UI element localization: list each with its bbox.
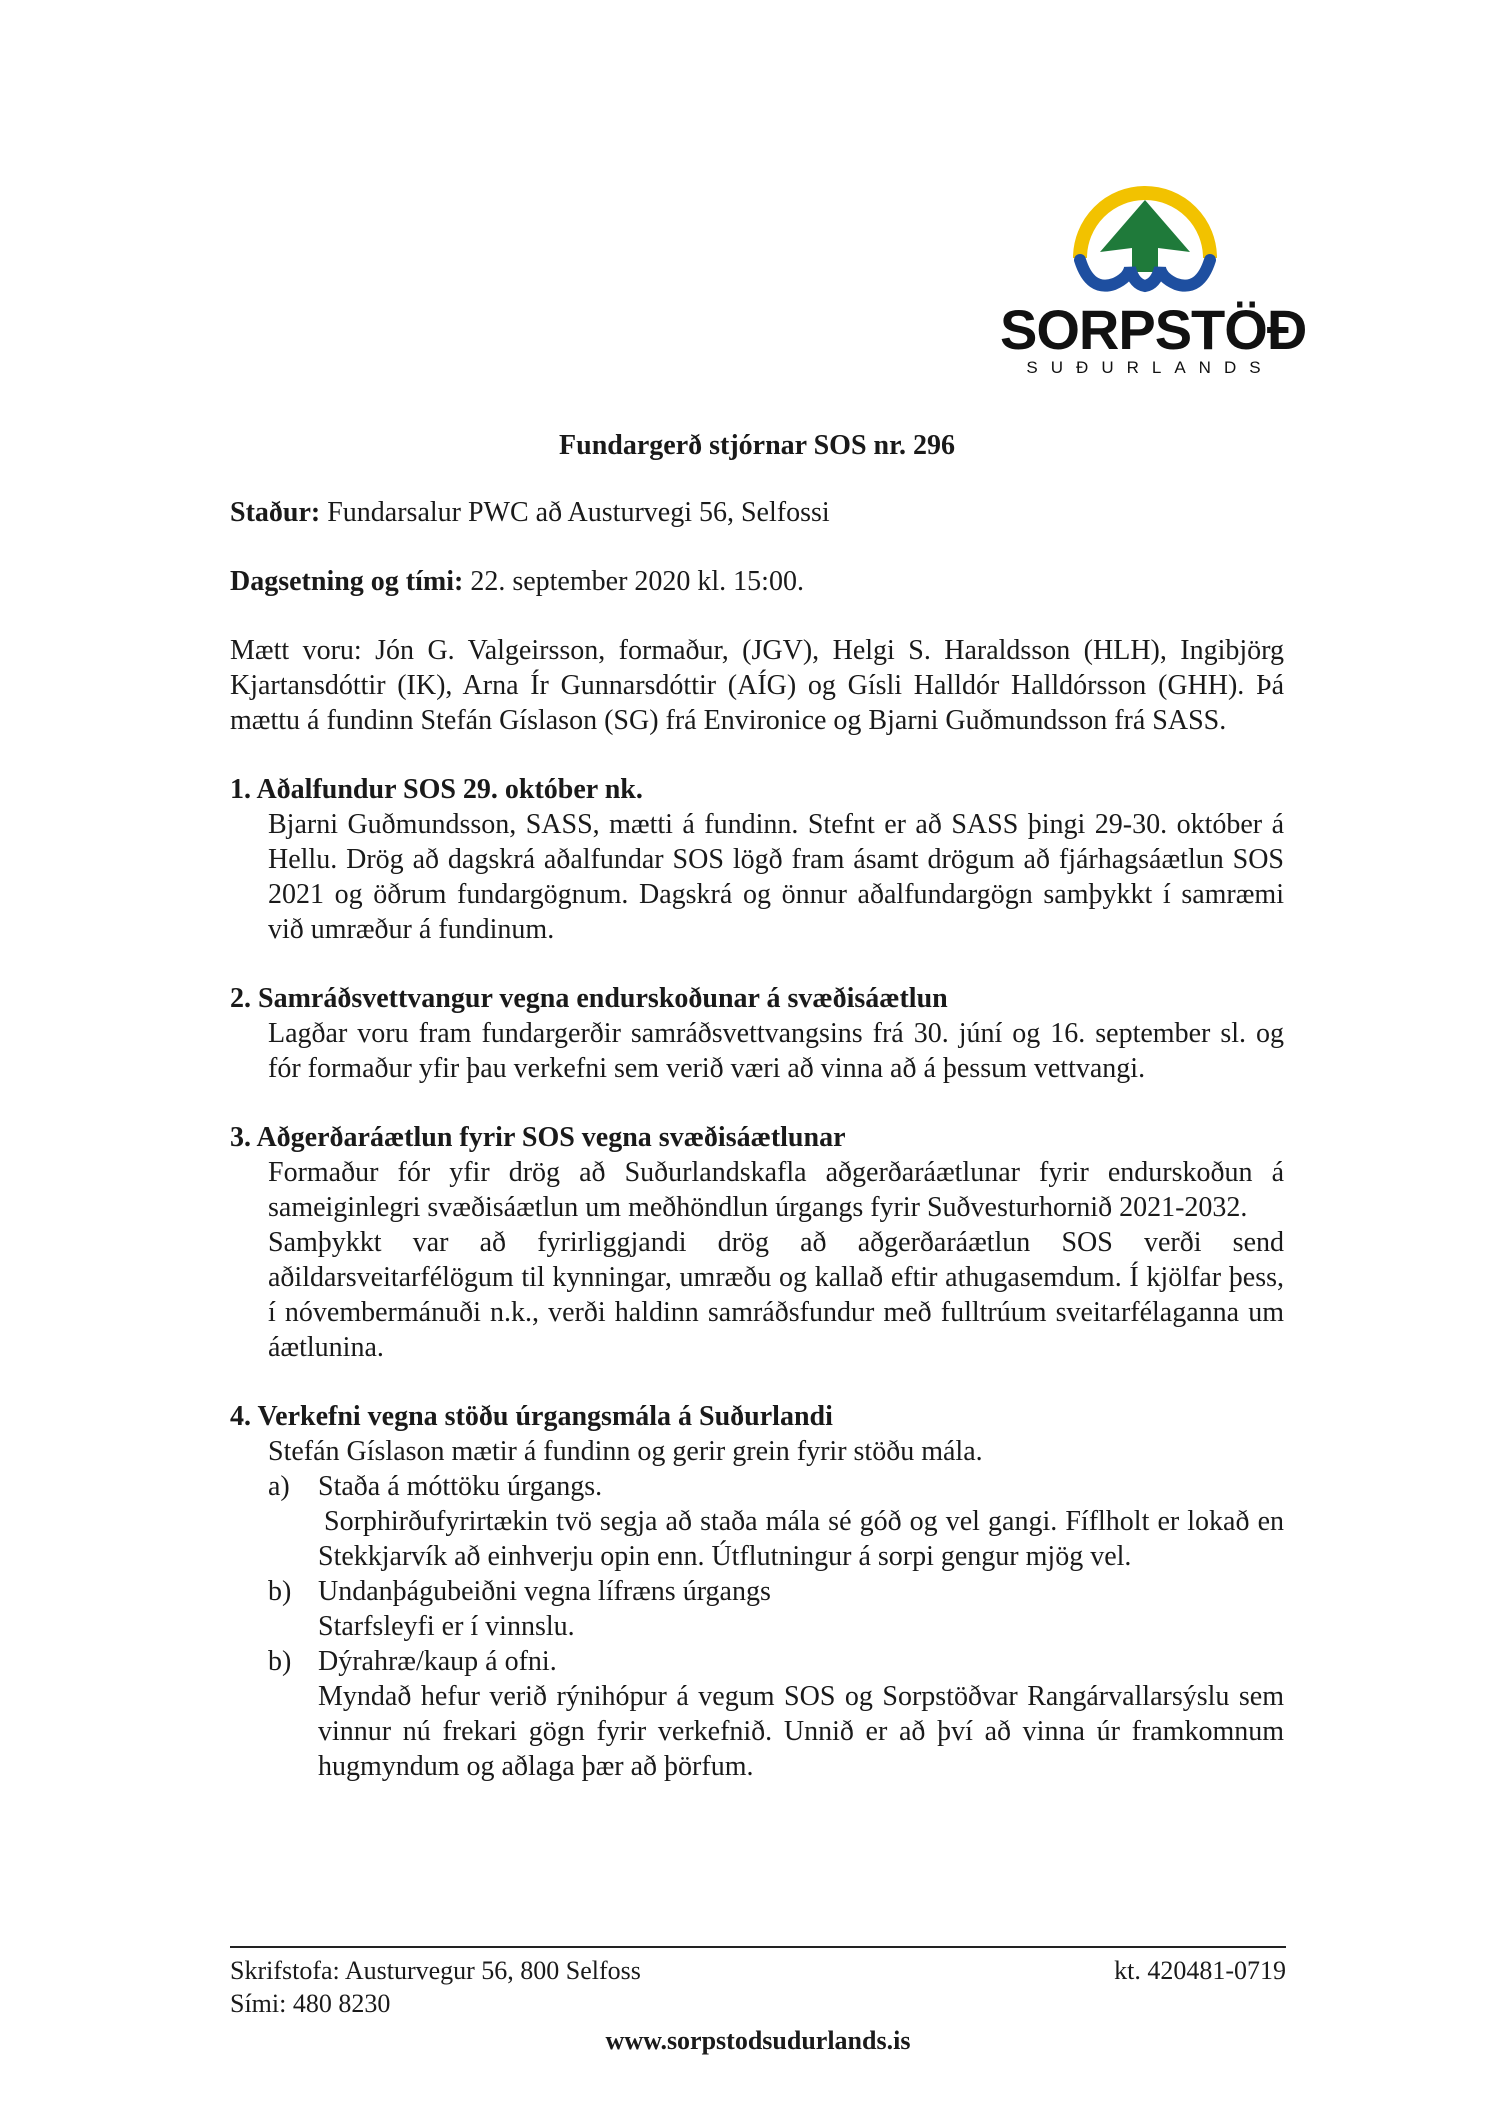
footer-phone: Sími: 480 8230 <box>230 1989 391 2018</box>
sub-item-c-text: Myndað hefur verið rýnihópur á vegum SOS og Sorpstöðvar Rangárvallarsýslu sem vinnur nú frekari gögn fyrir verkefnið. Unnið er að því að vinna úr framkomnum hugmyndum og aðlaga þær að þörfum. <box>318 1681 1284 1782</box>
datetime-label: Dagsetning og tími: <box>230 566 464 597</box>
footer-divider <box>230 1946 1286 1948</box>
sub-item-a <box>230 1469 1284 1504</box>
agenda-item-1-text: Bjarni Guðmundsson, SASS, mætti á fundinn. Stefnt er að SASS þingi 29-30. október á Hellu. Drög að dagskrá aðalfundar SOS lögð fram ásamt drögum að fjárhagsáætlun SOS 2021 og öðrum fundargögnum. Dagskrá og önnur aðalfundargögn samþykkt í samræmi við umræður á fundinum. <box>268 809 1284 945</box>
agenda-item-3 <box>230 1120 1284 1365</box>
agenda-item-1 <box>230 772 1284 947</box>
sub-item-c-title: Dýrahræ/kaup á ofni. <box>318 1646 557 1677</box>
sub-item-b-marker: b) <box>268 1576 292 1607</box>
footer-kt: kt. 420481-0719 <box>1114 1956 1286 1985</box>
footer-website-link[interactable]: www.sorpstodsudurlands.is <box>605 2026 911 2055</box>
sub-item-b <box>230 1574 1284 1609</box>
sub-item-a-marker: a) <box>268 1471 290 1502</box>
logo-subtitle: SUÐURLANDS <box>1026 358 1274 377</box>
place-value: Fundarsalur PWC að Austurvegi 56, Selfossi <box>327 497 830 528</box>
meeting-datetime <box>230 564 1284 599</box>
place-label: Staður: <box>230 497 321 528</box>
datetime-value: 22. september 2020 kl. 15:00. <box>470 566 804 597</box>
sub-item-a-text: Sorphirðufyrirtækin tvö segja að staða mála sé góð og vel gangi. Fíflholt er lokað en Stekkjarvík að einhverju opin enn. Útflutningur á sorpi gengur mjög vel. <box>318 1506 1284 1572</box>
sub-item-a-title: Staða á móttöku úrgangs. <box>318 1471 603 1502</box>
sub-item-c <box>230 1644 1284 1679</box>
footer <box>230 1954 1286 2055</box>
attendance-paragraph: Mætt voru: Jón G. Valgeirsson, formaður, (JGV), Helgi S. Haraldsson (HLH), Ingibjörg Kjartansdóttir (IK), Arna Ír Gunnarsdóttir (AÍG) og Gísli Halldór Halldórsson (GHH). Þá mættu á fundinn Stefán Gíslason (SG) frá Environice og Bjarni Guðmundsson frá SASS. <box>230 635 1284 736</box>
agenda-item-3-text-2: Samþykkt var að fyrirliggjandi drög að aðgerðaráætlun SOS verði send aðildarsveitarfélögum til kynningar, umræðu og kallað eftir athugasemdum. Í kjölfar þess, í nóvembermánuði n.k., verði haldinn samráðsfundur með fulltrúum sveitarfélaganna um áætlunina. <box>268 1227 1284 1363</box>
sub-item-b-text: Starfsleyfi er í vinnslu. <box>318 1611 575 1642</box>
logo-name: SORPSTÖÐ <box>1000 298 1307 361</box>
sub-item-c-marker: b) <box>268 1646 292 1677</box>
agenda-item-3-heading: 3. Aðgerðaráætlun fyrir SOS vegna svæðisáætlunar <box>230 1122 846 1153</box>
document-body <box>230 428 1284 1784</box>
sub-item-b-title: Undanþágubeiðni vegna lífræns úrgangs <box>318 1576 771 1607</box>
agenda-item-1-heading: 1. Aðalfundur SOS 29. október nk. <box>230 774 643 805</box>
agenda-item-2-text: Lagðar voru fram fundargerðir samráðsvettvangsins frá 30. júní og 16. september sl. og fór formaður yfir þau verkefni sem verið væri að vinna að á þessum vettvangi. <box>268 1018 1284 1084</box>
agenda-item-2 <box>230 981 1284 1086</box>
agenda-item-4 <box>230 1399 1284 1784</box>
agenda-item-2-heading: 2. Samráðsvettvangur vegna endurskoðunar á svæðisáætlun <box>230 983 948 1014</box>
logo <box>1000 180 1307 380</box>
logo-emblem-icon <box>1070 180 1220 302</box>
agenda-item-4-intro: Stefán Gíslason mætir á fundinn og gerir grein fyrir stöðu mála. <box>268 1436 983 1467</box>
footer-office: Skrifstofa: Austurvegur 56, 800 Selfoss <box>230 1956 641 1985</box>
document-title: Fundargerð stjórnar SOS nr. 296 <box>559 430 955 461</box>
agenda-item-4-heading: 4. Verkefni vegna stöðu úrgangsmála á Suðurlandi <box>230 1401 833 1432</box>
meeting-place <box>230 495 1284 530</box>
agenda-item-3-text-1: Formaður fór yfir drög að Suðurlandskafla aðgerðaráætlunar fyrir endurskoðun á sameiginlegri svæðisáætlun um meðhöndlun úrgangs fyrir Suðvesturhornið 2021-2032. <box>268 1157 1284 1223</box>
